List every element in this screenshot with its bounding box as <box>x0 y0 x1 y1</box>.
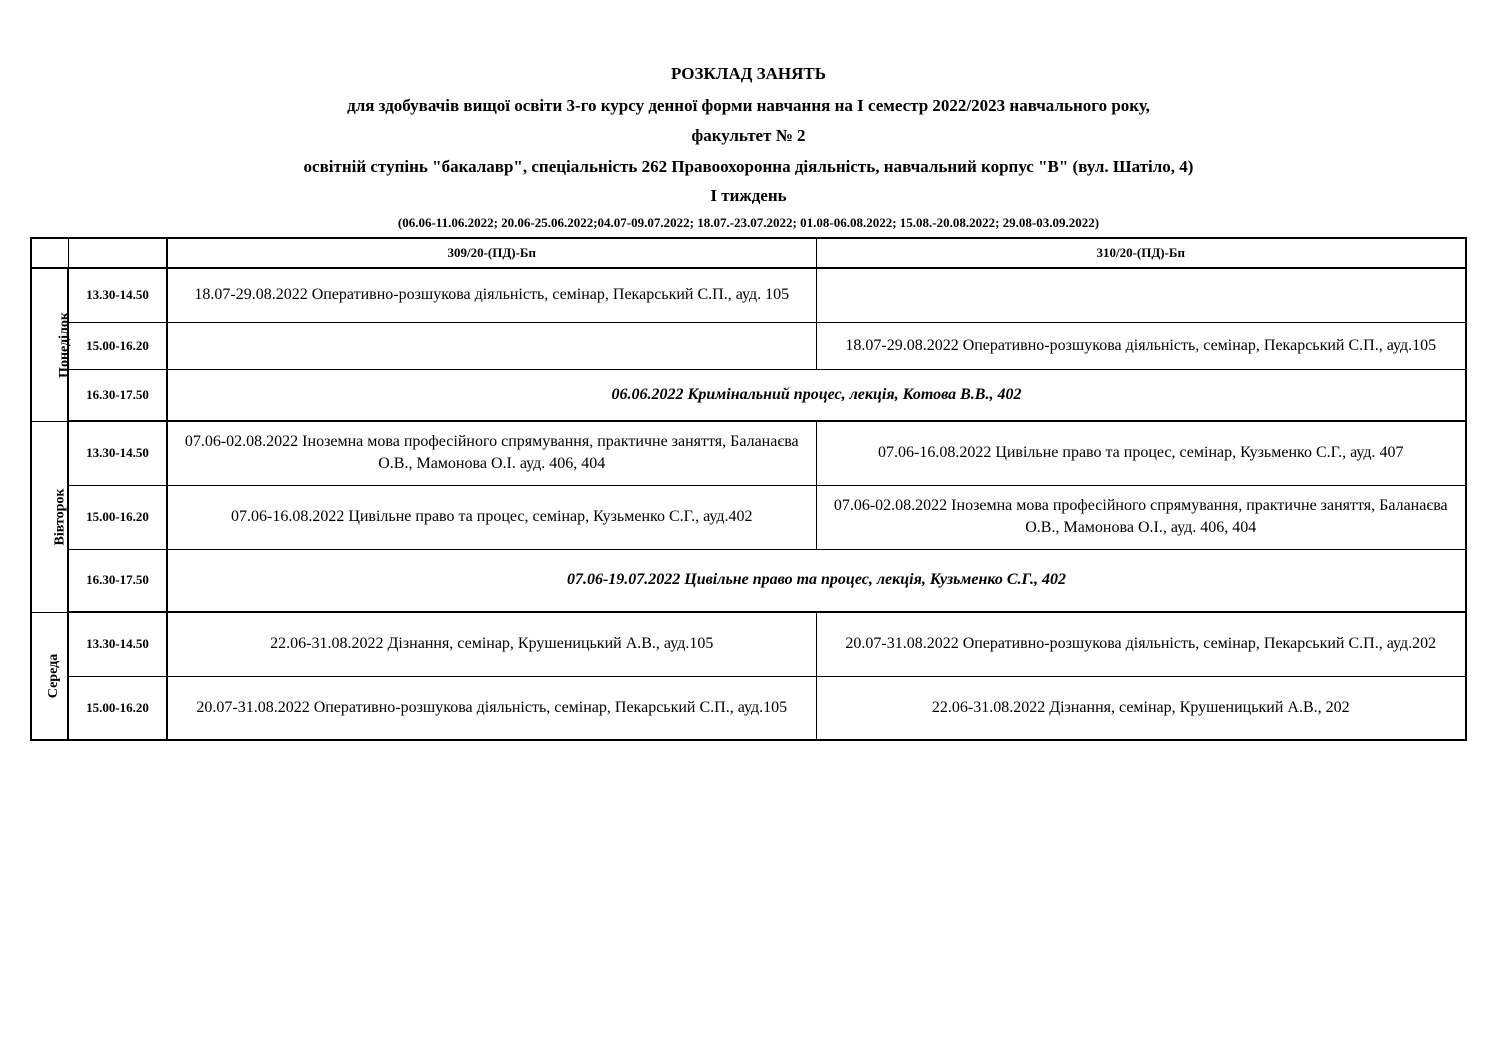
lesson-cell: 07.06-02.08.2022 Іноземна мова професійного спрямування, практичне заняття, Баланаєва О.В., Мамонова О.І. ауд. 406, 404 <box>167 421 816 485</box>
day-label: Середа <box>46 654 62 699</box>
lesson-cell <box>816 268 1466 322</box>
group-header-row <box>31 238 1466 268</box>
table-row <box>31 322 1466 369</box>
lesson-cell: 20.07-31.08.2022 Оперативно-розшукова діяльність, семінар, Пекарський С.П., ауд.105 <box>167 676 816 740</box>
lesson-cell: 20.07-31.08.2022 Оперативно-розшукова діяльність, семінар, Пекарський С.П., ауд.202 <box>816 612 1466 676</box>
time-cell: 13.30-14.50 <box>68 421 167 485</box>
lesson-cell: 07.06-16.08.2022 Цивільне право та процес, семінар, Кузьменко С.Г., ауд. 407 <box>816 421 1466 485</box>
table-row <box>31 369 1466 421</box>
week-dates: (06.06-11.06.2022; 20.06-25.06.2022;04.07-09.07.2022; 18.07.-23.07.2022; 01.08-06.08.2022; 15.08.-20.08.2022; 29.08-03.09.2022) <box>397 215 1100 230</box>
corner-cell <box>31 238 68 268</box>
day-cell <box>31 268 72 421</box>
page-title: РОЗКЛАД ЗАНЯТЬ <box>670 64 827 83</box>
day-cell <box>31 421 68 612</box>
time-cell: 16.30-17.50 <box>68 549 167 612</box>
subtitle-faculty: факультет № 2 <box>691 126 806 145</box>
table-row <box>31 421 1466 485</box>
lesson-cell: 22.06-31.08.2022 Дізнання, семінар, Крушеницький А.В., 202 <box>816 676 1466 740</box>
lesson-cell: 07.06-16.08.2022 Цивільне право та процес, семінар, Кузьменко С.Г., ауд.402 <box>167 485 816 549</box>
subtitle-students: для здобувачів вищої освіти 3-го курсу денної форми навчання на І семестр 2022/2023 навчального року, <box>347 96 1150 115</box>
lecture-cell: 06.06.2022 Кримінальний процес, лекція, Котова В.В., 402 <box>167 369 1466 421</box>
lesson-cell <box>167 322 816 369</box>
subtitle-specialty: освітній ступінь "бакалавр", спеціальність 262 Правоохоронна діяльність, навчальний корпус "В" (вул. Шатіло, 4) <box>303 157 1194 176</box>
table-row <box>31 676 1466 740</box>
table-row <box>31 612 1466 676</box>
day-cell <box>31 612 68 740</box>
table-row <box>31 268 1466 322</box>
lesson-cell: 18.07-29.08.2022 Оперативно-розшукова діяльність, семінар, Пекарський С.П., ауд.105 <box>816 322 1466 369</box>
schedule-table <box>30 237 1467 741</box>
day-label: Понеділок <box>56 312 72 379</box>
lecture-cell: 07.06-19.07.2022 Цивільне право та процес, лекція, Кузьменко С.Г., 402 <box>167 549 1466 612</box>
group-header: 310/20-(ПД)-Бп <box>816 238 1466 268</box>
time-cell: 13.30-14.50 <box>68 268 167 322</box>
lesson-cell: 22.06-31.08.2022 Дізнання, семінар, Крушеницький А.В., ауд.105 <box>167 612 816 676</box>
table-row <box>31 549 1466 612</box>
time-cell: 15.00-16.20 <box>68 322 167 369</box>
time-cell: 16.30-17.50 <box>68 369 167 421</box>
lesson-cell: 18.07-29.08.2022 Оперативно-розшукова діяльність, семінар, Пекарський С.П., ауд. 105 <box>167 268 816 322</box>
day-label: Вівторок <box>52 488 68 546</box>
group-header: 309/20-(ПД)-Бп <box>167 238 816 268</box>
time-header-cell <box>68 238 167 268</box>
week-label: І тиждень <box>710 186 787 205</box>
lesson-cell: 07.06-02.08.2022 Іноземна мова професійного спрямування, практичне заняття, Баланаєва О.В., Мамонова О.І., ауд. 406, 404 <box>816 485 1466 549</box>
time-cell: 15.00-16.20 <box>68 485 167 549</box>
time-cell: 13.30-14.50 <box>68 612 167 676</box>
time-cell: 15.00-16.20 <box>68 676 167 740</box>
table-row <box>31 485 1466 549</box>
